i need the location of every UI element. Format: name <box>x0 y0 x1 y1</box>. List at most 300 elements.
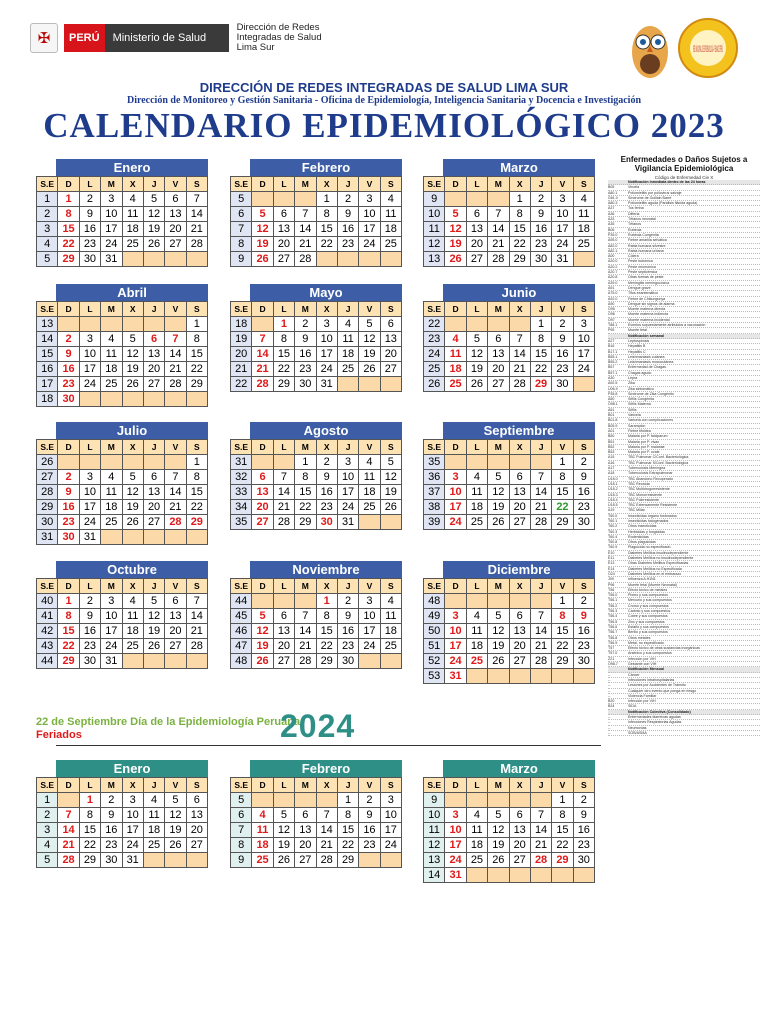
day-cell: 31 <box>101 252 122 267</box>
disease-code: A90 <box>608 301 615 306</box>
weekday-header: X <box>509 778 530 793</box>
disease-code: B05.9 <box>608 423 618 428</box>
day-cell: 9 <box>79 207 100 222</box>
office-subtitle: Dirección de Monitoreo y Gestión Sanitaria - Oficina de Epidemiología, Inteligencia Sanitaria y Docencia e Investigación <box>126 95 642 106</box>
weekday-header: X <box>316 302 337 317</box>
day-cell: 26 <box>488 654 509 669</box>
empty-cell <box>509 793 530 808</box>
week-number: 44 <box>37 654 58 669</box>
day-cell: 10 <box>573 332 594 347</box>
week-row <box>231 609 402 624</box>
day-cell: 30 <box>316 515 337 530</box>
empty-cell <box>165 530 186 545</box>
peru-label: PERÚ <box>64 24 105 52</box>
day-cell: 5 <box>143 192 164 207</box>
day-cell: 10 <box>79 347 100 362</box>
week-row <box>424 347 595 362</box>
day-cell: 17 <box>79 362 100 377</box>
disease-name: TBC Pulmonar C/Conf. Bacteriológica <box>628 455 689 460</box>
disease-code: -- <box>608 677 611 682</box>
week-header: S.E <box>231 579 252 594</box>
day-cell: 28 <box>58 853 79 868</box>
weekday-header: V <box>359 440 380 455</box>
day-cell: 30 <box>573 853 594 868</box>
day-cell: 1 <box>79 793 100 808</box>
disease-name: Muerte materna indirecta <box>628 312 668 317</box>
disease-name: Otras formas de peste <box>628 275 664 280</box>
empty-cell <box>573 669 594 684</box>
holidays-note: Feriados <box>36 729 82 741</box>
week-row <box>231 853 402 868</box>
day-cell: 24 <box>445 515 466 530</box>
day-cell: 6 <box>509 808 530 823</box>
month-name: Abril <box>56 284 208 301</box>
disease-name: SOB/ASMA <box>628 730 647 735</box>
empty-cell <box>359 853 380 868</box>
day-cell: 11 <box>445 347 466 362</box>
disease-name: Peste bubónica <box>628 259 653 264</box>
day-cell: 6 <box>252 470 273 485</box>
day-cell: 29 <box>509 252 530 267</box>
disease-code: T60.0 <box>608 513 618 518</box>
disease-name: Otros insecticidas <box>628 524 657 529</box>
day-cell: 25 <box>122 237 143 252</box>
day-cell: 23 <box>337 237 358 252</box>
day-cell: 10 <box>445 485 466 500</box>
month-julio <box>36 422 208 545</box>
day-cell: 24 <box>445 853 466 868</box>
month-septiembre <box>423 422 595 530</box>
day-cell: 30 <box>58 530 79 545</box>
day-cell: 27 <box>380 362 401 377</box>
day-cell: 29 <box>186 377 207 392</box>
empty-cell <box>143 317 164 332</box>
weekday-header: V <box>552 302 573 317</box>
disease-code: A16 <box>608 460 615 465</box>
day-cell: 29 <box>186 515 207 530</box>
disease-name: TBC Miliar <box>628 508 645 513</box>
day-cell: 21 <box>530 639 551 654</box>
day-cell: 28 <box>186 237 207 252</box>
empty-cell <box>509 317 530 332</box>
day-cell: 2 <box>359 793 380 808</box>
day-cell: 9 <box>337 207 358 222</box>
disease-name: Síndrome de Guillain Barré <box>628 195 672 200</box>
day-cell: 15 <box>552 624 573 639</box>
week-number: 51 <box>424 639 445 654</box>
day-cell: 3 <box>316 317 337 332</box>
week-number: 1 <box>37 192 58 207</box>
day-cell: 29 <box>273 377 294 392</box>
day-cell: 7 <box>186 594 207 609</box>
empty-cell <box>295 594 316 609</box>
day-cell: 31 <box>122 853 143 868</box>
month-junio <box>423 284 595 392</box>
day-cell: 2 <box>573 455 594 470</box>
day-cell: 4 <box>122 192 143 207</box>
disease-name: Plaguicida no especificado <box>628 545 671 550</box>
day-cell: 24 <box>380 838 401 853</box>
gov-logo <box>30 22 322 54</box>
day-cell: 11 <box>143 808 164 823</box>
day-cell: 11 <box>101 485 122 500</box>
week-row <box>424 868 595 883</box>
day-cell: 19 <box>273 838 294 853</box>
disease-name: Peste septicémica <box>628 270 658 275</box>
day-cell: 8 <box>295 470 316 485</box>
disease-name: Rubéola Congénita <box>628 232 659 237</box>
week-number: 26 <box>424 377 445 392</box>
day-cell: 22 <box>530 362 551 377</box>
disease-name: Estaño y sus compuestos <box>628 624 669 629</box>
weekday-header: M <box>488 302 509 317</box>
disease-name: Rubéola <box>628 227 642 232</box>
day-cell: 22 <box>295 500 316 515</box>
day-cell: 12 <box>252 222 273 237</box>
month-name: Marzo <box>443 760 595 777</box>
disease-code: O96 <box>608 312 615 317</box>
day-cell: 2 <box>295 317 316 332</box>
disease-code: A92.0 <box>608 296 618 301</box>
day-cell: 31 <box>337 515 358 530</box>
weekday-header: V <box>552 440 573 455</box>
weekday-header: J <box>143 302 164 317</box>
empty-cell <box>101 392 122 407</box>
disease-name: TBC Abandono Recuperado <box>628 476 673 481</box>
week-row <box>231 500 402 515</box>
day-cell: 24 <box>101 237 122 252</box>
week-number: 5 <box>231 793 252 808</box>
disease-code: E10 <box>608 550 615 555</box>
disease-code: E13 <box>608 561 615 566</box>
day-cell: 17 <box>101 222 122 237</box>
week-number: 3 <box>37 823 58 838</box>
disease-code: A19 <box>608 508 615 513</box>
day-cell: 24 <box>359 237 380 252</box>
disease-name: Sífilis Materna <box>628 402 651 407</box>
empty-cell <box>316 252 337 267</box>
week-number: 4 <box>37 237 58 252</box>
week-row <box>424 207 595 222</box>
week-row <box>424 639 595 654</box>
day-cell: 9 <box>573 808 594 823</box>
disease-code: U18.5 <box>608 503 618 508</box>
day-cell: 7 <box>273 470 294 485</box>
day-cell: 2 <box>79 192 100 207</box>
day-cell: 5 <box>380 455 401 470</box>
week-number: 5 <box>37 252 58 267</box>
weekday-header: L <box>273 177 294 192</box>
weekday-header: V <box>552 778 573 793</box>
day-cell: 31 <box>445 669 466 684</box>
day-cell: 26 <box>143 237 164 252</box>
day-cell: 27 <box>509 853 530 868</box>
day-cell: 5 <box>165 793 186 808</box>
day-cell: 12 <box>143 609 164 624</box>
day-cell: 19 <box>488 838 509 853</box>
week-number: 46 <box>231 624 252 639</box>
week-header: S.E <box>37 579 58 594</box>
disease-code: B55.1 <box>608 354 618 359</box>
day-cell: 26 <box>252 654 273 669</box>
day-cell: 19 <box>143 624 164 639</box>
day-cell: 19 <box>165 823 186 838</box>
weekday-header: L <box>273 440 294 455</box>
week-row <box>37 392 208 407</box>
day-cell: 6 <box>273 609 294 624</box>
week-number: 15 <box>37 347 58 362</box>
disease-name: Efecto tóxico de metales <box>628 587 668 592</box>
week-number: 34 <box>231 500 252 515</box>
week-row <box>231 624 402 639</box>
month-name: Septiembre <box>443 422 595 439</box>
week-number: 17 <box>37 377 58 392</box>
day-cell: 17 <box>79 500 100 515</box>
week-row <box>231 207 402 222</box>
weekday-header: M <box>101 302 122 317</box>
week-row <box>37 207 208 222</box>
disease-name: Cadmio y sus compuestos <box>628 609 671 614</box>
weekday-header: L <box>273 302 294 317</box>
disease-name: Influenza A H1N1 <box>628 577 656 582</box>
disease-code: B05 <box>608 185 615 190</box>
week-row <box>37 347 208 362</box>
weekday-header: D <box>445 302 466 317</box>
day-cell: 30 <box>101 853 122 868</box>
disease-code: J09 <box>608 577 614 582</box>
weekday-header: L <box>466 302 487 317</box>
week-number: 41 <box>37 609 58 624</box>
disease-name: Hepatitis B <box>628 344 646 349</box>
disease-code: A37 <box>608 206 615 211</box>
day-cell: 27 <box>273 654 294 669</box>
day-cell: 20 <box>143 362 164 377</box>
day-cell: 11 <box>466 823 487 838</box>
week-number: 24 <box>424 347 445 362</box>
day-cell: 21 <box>488 237 509 252</box>
disease-name: Tos ferina <box>628 206 644 211</box>
day-cell: 30 <box>530 252 551 267</box>
disease-code: T56.7 <box>608 630 618 635</box>
week-number: 9 <box>231 853 252 868</box>
day-cell: 20 <box>273 639 294 654</box>
disease-code: -- <box>608 683 611 688</box>
day-cell: 26 <box>273 853 294 868</box>
empty-cell <box>509 868 530 883</box>
weekday-header: J <box>530 177 551 192</box>
disease-code: A95.0 <box>608 238 618 243</box>
disease-name: Poliomielitis por poliovirus salvaje <box>628 190 682 195</box>
page-title: CALENDARIO EPIDEMIOLÓGICO 2023 <box>43 106 725 145</box>
weekday-header: S <box>186 177 207 192</box>
weekday-header: X <box>509 177 530 192</box>
day-cell: 3 <box>101 192 122 207</box>
disease-code: B57 <box>608 365 615 370</box>
disease-name: TBC Recaída <box>628 481 650 486</box>
day-cell: 17 <box>445 500 466 515</box>
day-cell: 16 <box>337 222 358 237</box>
week-number: 22 <box>424 317 445 332</box>
week-row <box>424 654 595 669</box>
empty-cell <box>122 252 143 267</box>
disease-name: Leptospirosis <box>628 338 650 343</box>
day-cell: 2 <box>337 594 358 609</box>
month-marzo <box>423 159 595 267</box>
disease-name: Hepatitis C <box>628 349 646 354</box>
day-cell: 9 <box>337 609 358 624</box>
disease-name: Tétanos <box>628 222 641 227</box>
weekday-header: X <box>122 302 143 317</box>
day-cell: 7 <box>295 609 316 624</box>
day-cell: 17 <box>337 485 358 500</box>
day-cell: 1 <box>530 317 551 332</box>
day-cell: 13 <box>380 332 401 347</box>
day-cell: 15 <box>186 347 207 362</box>
disease-code: -- <box>608 693 611 698</box>
week-row <box>231 470 402 485</box>
disease-code: P35.0 <box>608 232 618 237</box>
day-cell: 18 <box>380 222 401 237</box>
day-cell: 29 <box>295 515 316 530</box>
disease-name: TBC Monorresistente <box>628 492 662 497</box>
week-row <box>424 609 595 624</box>
weekday-header: X <box>316 778 337 793</box>
week-row <box>424 515 595 530</box>
empty-cell <box>58 317 79 332</box>
disease-name: Sarampión <box>628 423 646 428</box>
week-number: 7 <box>231 823 252 838</box>
week-row <box>37 455 208 470</box>
day-cell: 15 <box>58 222 79 237</box>
week-row <box>37 362 208 377</box>
disease-code: P35.8 <box>608 391 618 396</box>
weekday-header: V <box>359 778 380 793</box>
day-cell: 20 <box>509 500 530 515</box>
disease-name: Fiebre amarilla selvática <box>628 238 667 243</box>
empty-cell <box>143 853 164 868</box>
day-cell: 15 <box>79 823 100 838</box>
day-cell: 27 <box>165 639 186 654</box>
day-cell: 7 <box>488 207 509 222</box>
disease-name: Infección por VIH <box>628 656 656 661</box>
week-number: 26 <box>37 455 58 470</box>
empty-cell <box>79 455 100 470</box>
day-cell: 18 <box>252 838 273 853</box>
week-number: 6 <box>231 207 252 222</box>
divider <box>56 745 601 746</box>
month-noviembre <box>230 561 402 669</box>
day-cell: 12 <box>488 485 509 500</box>
day-cell: 5 <box>252 609 273 624</box>
day-cell: 23 <box>359 838 380 853</box>
day-cell: 14 <box>488 222 509 237</box>
day-cell: 21 <box>252 362 273 377</box>
week-row <box>231 793 402 808</box>
day-cell: 12 <box>488 823 509 838</box>
day-cell: 25 <box>122 639 143 654</box>
day-cell: 11 <box>122 207 143 222</box>
disease-code: P95 <box>608 328 615 333</box>
empty-cell <box>101 455 122 470</box>
day-cell: 22 <box>509 237 530 252</box>
day-cell: 26 <box>143 639 164 654</box>
disease-code: -- <box>608 688 611 693</box>
direction-line: Lima Sur <box>236 42 275 53</box>
day-cell: 21 <box>530 500 551 515</box>
day-cell: 8 <box>552 609 573 624</box>
weekday-header: X <box>509 302 530 317</box>
day-cell: 22 <box>316 639 337 654</box>
disease-list <box>608 180 760 736</box>
day-cell: 31 <box>316 377 337 392</box>
day-cell: 19 <box>252 639 273 654</box>
empty-cell <box>122 455 143 470</box>
disease-name: Fiebre de Chikungunya <box>628 296 666 301</box>
day-cell: 15 <box>273 347 294 362</box>
disease-name: Poliomielitis aguda (Parálisis flácida aguda) <box>628 201 698 206</box>
weekday-header: J <box>143 440 164 455</box>
day-cell: 1 <box>337 793 358 808</box>
empty-cell <box>445 594 466 609</box>
weekday-header: S <box>186 778 207 793</box>
week-row <box>37 530 208 545</box>
disease-name: Difteria <box>628 211 640 216</box>
day-cell: 17 <box>359 624 380 639</box>
day-cell: 15 <box>337 823 358 838</box>
week-number: 1 <box>37 793 58 808</box>
disease-name: Muerte materna incidental <box>628 317 670 322</box>
day-cell: 5 <box>122 332 143 347</box>
weekday-header: D <box>445 177 466 192</box>
week-row <box>231 515 402 530</box>
day-cell: 20 <box>380 347 401 362</box>
day-cell: 15 <box>530 347 551 362</box>
weekday-header: L <box>79 302 100 317</box>
day-cell: 10 <box>552 207 573 222</box>
day-cell: 11 <box>466 485 487 500</box>
disease-name: Notificación semanal <box>628 333 664 338</box>
disease-row <box>608 731 760 736</box>
weekday-header: X <box>509 440 530 455</box>
weekday-header: X <box>316 440 337 455</box>
day-cell: 25 <box>380 237 401 252</box>
disease-name: Diabetes Mellitus no Especificada <box>628 566 682 571</box>
weekday-header: L <box>79 177 100 192</box>
disease-code: A35 <box>608 222 615 227</box>
week-number: 12 <box>424 838 445 853</box>
week-number: 18 <box>37 392 58 407</box>
weekday-header: S <box>573 778 594 793</box>
day-cell: 1 <box>316 192 337 207</box>
day-cell: 16 <box>58 500 79 515</box>
disease-name: Rabia humana silvestre <box>628 243 666 248</box>
week-row <box>37 317 208 332</box>
disease-code: B01.8 <box>608 418 618 423</box>
day-cell: 24 <box>79 515 100 530</box>
week-row <box>37 332 208 347</box>
disease-code: U18.3 <box>608 492 618 497</box>
empty-cell <box>186 392 207 407</box>
day-cell: 20 <box>143 500 164 515</box>
day-cell: 6 <box>509 609 530 624</box>
day-cell: 13 <box>143 347 164 362</box>
empty-cell <box>316 793 337 808</box>
day-cell: 13 <box>509 485 530 500</box>
disease-code: E11 <box>608 556 615 561</box>
day-cell: 15 <box>316 624 337 639</box>
week-number: 2 <box>37 808 58 823</box>
day-cell: 28 <box>295 654 316 669</box>
